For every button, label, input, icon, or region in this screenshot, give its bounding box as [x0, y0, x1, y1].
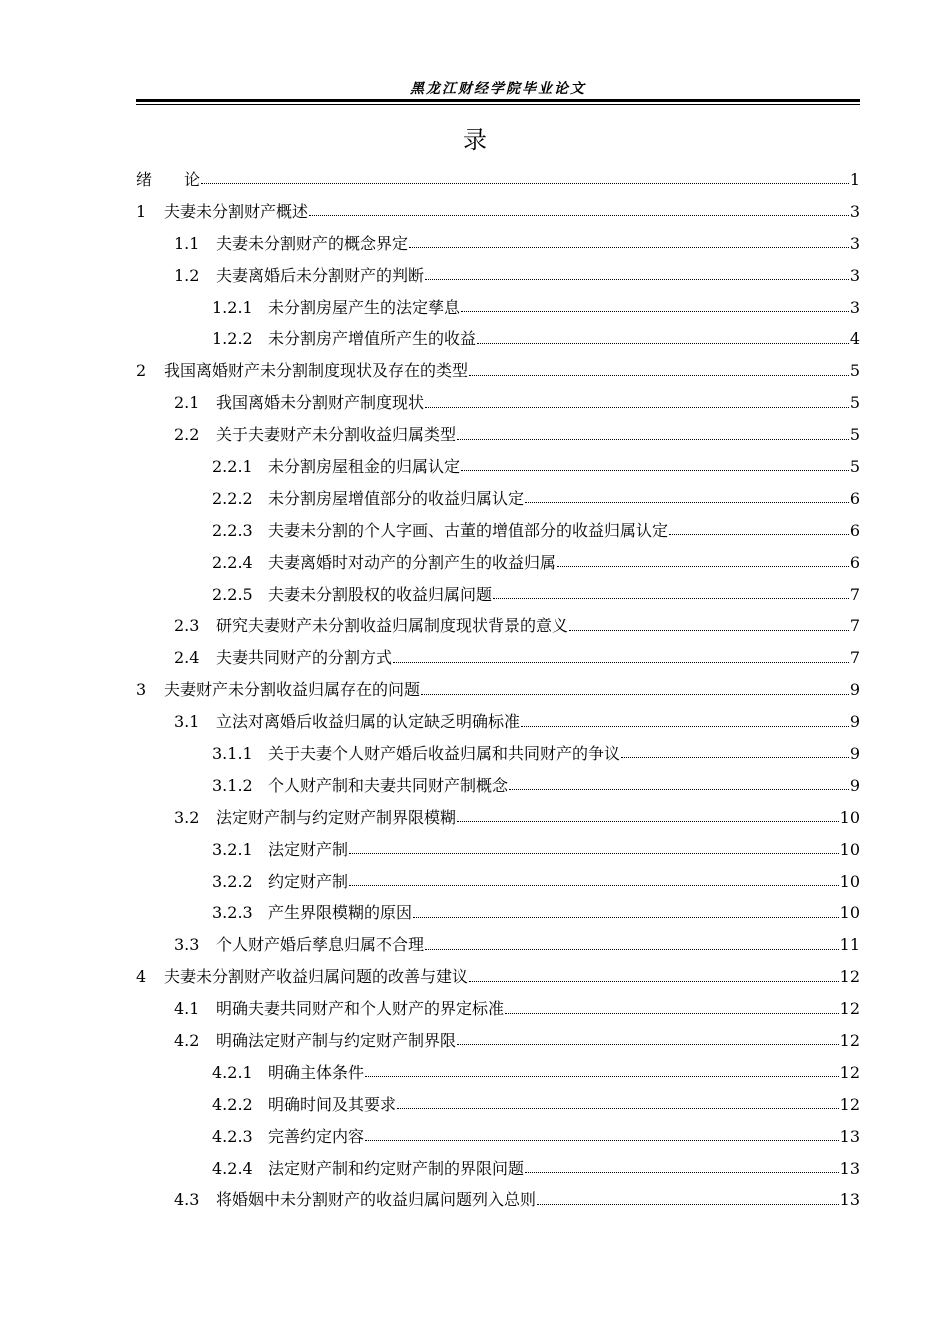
toc-entry-number: 3.1.1 — [212, 743, 253, 763]
toc-entry-number: 1.1 — [174, 233, 200, 253]
toc-entry[interactable] — [136, 674, 860, 706]
toc-entry-number: 3.2.3 — [212, 903, 253, 923]
toc-entry-number: 1.2.2 — [212, 329, 253, 349]
header-title: 黑龙江财经学院毕业论文 — [410, 81, 586, 97]
toc-entry[interactable] — [136, 196, 860, 228]
toc-dot-leader — [421, 694, 849, 695]
toc-entry[interactable] — [136, 929, 860, 961]
toc-entry[interactable] — [136, 228, 860, 260]
toc-dot-leader — [525, 502, 849, 503]
toc-entry-number: 2.2.3 — [212, 520, 253, 540]
toc-entry-number: 2.2 — [174, 425, 200, 445]
toc-entry-page: 11 — [839, 935, 860, 955]
toc-entry-title: 约定财产制 — [268, 871, 349, 891]
toc-entry[interactable] — [136, 1089, 860, 1121]
toc-entry-number: 2.2.5 — [212, 584, 253, 604]
toc-entry-number: 3.2.2 — [212, 871, 253, 891]
toc-dot-leader — [397, 1108, 839, 1109]
toc-entry-page: 12 — [839, 1094, 860, 1114]
toc-entry-page: 10 — [839, 903, 860, 923]
toc-entry-page: 5 — [849, 393, 860, 413]
toc-dot-leader — [509, 789, 849, 790]
toc-dot-leader — [621, 757, 849, 758]
toc-entry-number: 4.1 — [174, 999, 200, 1019]
toc-entry-page: 3 — [849, 201, 860, 221]
header-rule-thick — [136, 99, 860, 102]
toc-entry-page: 9 — [849, 743, 860, 763]
toc-dot-leader — [461, 311, 849, 312]
toc-dot-leader — [469, 981, 839, 982]
toc-dot-leader — [349, 853, 839, 854]
toc-dot-leader — [569, 630, 849, 631]
toc-entry[interactable] — [136, 866, 860, 898]
toc-entry-number: 4.2.4 — [212, 1158, 253, 1178]
toc-entry[interactable] — [136, 610, 860, 642]
toc-entry-number: 3.2.1 — [212, 839, 253, 859]
toc-entry-title: 夫妻未分割财产的概念界定 — [216, 233, 409, 253]
toc-entry-title: 研究夫妻财产未分割收益归属制度现状背景的意义 — [216, 616, 569, 636]
toc-entry-title: 法定财产制与约定财产制界限模糊 — [216, 807, 457, 827]
toc-entry-page: 9 — [849, 712, 860, 732]
toc-entry-number: 2.2.4 — [212, 552, 253, 572]
toc-entry[interactable] — [136, 802, 860, 834]
toc-dot-leader — [413, 917, 839, 918]
toc-entry[interactable] — [136, 451, 860, 483]
toc-entry-title: 夫妻财产未分割收益归属存在的问题 — [164, 680, 421, 700]
toc-entry-title: 立法对离婚后收益归属的认定缺乏明确标准 — [216, 712, 521, 732]
toc-entry-page: 7 — [849, 648, 860, 668]
toc-entry[interactable] — [136, 579, 860, 611]
toc-entry[interactable] — [136, 961, 860, 993]
toc-dot-leader — [505, 1013, 839, 1014]
toc-dot-leader — [477, 343, 849, 344]
toc-dot-leader — [309, 215, 849, 216]
toc-entry[interactable] — [136, 1057, 860, 1089]
toc-entry-number: 4.2.2 — [212, 1094, 253, 1114]
toc-dot-leader — [461, 470, 849, 471]
toc-entry-page: 12 — [839, 999, 860, 1019]
toc-dot-leader — [469, 375, 849, 376]
toc-entry[interactable] — [136, 164, 860, 196]
toc-entry[interactable] — [136, 993, 860, 1025]
toc-entry-page: 9 — [849, 775, 860, 795]
toc-title: 录 — [463, 126, 487, 154]
toc-dot-leader — [537, 1204, 839, 1205]
toc-entry-title: 夫妻离婚时对动产的分割产生的收益归属 — [268, 552, 557, 572]
toc-entry[interactable] — [136, 1025, 860, 1057]
toc-entry-title: 夫妻离婚后未分割财产的判断 — [216, 265, 425, 285]
toc-entry-page: 1 — [849, 169, 860, 189]
header-rule-thin — [136, 104, 860, 105]
toc-entry-page: 13 — [839, 1190, 860, 1210]
toc-entry-page: 5 — [849, 425, 860, 445]
toc-entry-page: 10 — [839, 871, 860, 891]
toc-entry-number: 3.1.2 — [212, 775, 253, 795]
toc-entry-title: 夫妻未分割的个人字画、古董的增值部分的收益归属认定 — [268, 520, 669, 540]
toc-dot-leader — [425, 279, 849, 280]
toc-entry-title: 关于夫妻个人财产婚后收益归属和共同财产的争议 — [268, 743, 621, 763]
toc-entry-title: 未分割房屋增值部分的收益归属认定 — [268, 488, 525, 508]
toc-entry-title: 未分割房屋租金的归属认定 — [268, 456, 461, 476]
toc-entry-title: 产生界限模糊的原因 — [268, 903, 413, 923]
toc-entry-title: 个人财产制和夫妻共同财产制概念 — [268, 775, 509, 795]
toc-entry-page: 3 — [849, 297, 860, 317]
toc-dot-leader — [521, 726, 849, 727]
toc-entry-number: 4.2.1 — [212, 1062, 253, 1082]
toc-dot-leader — [557, 566, 849, 567]
toc-entry-page: 5 — [849, 361, 860, 381]
toc-entry-page: 5 — [849, 456, 860, 476]
toc-entry-title: 将婚姻中未分割财产的收益归属问题列入总则 — [216, 1190, 537, 1210]
toc-dot-leader — [201, 183, 849, 184]
toc-entry-page: 13 — [839, 1126, 860, 1146]
toc-entry-page: 12 — [839, 1030, 860, 1050]
toc-entry-title: 夫妻未分割财产收益归属问题的改善与建议 — [164, 967, 469, 987]
toc-entry-number: 2.2.2 — [212, 488, 253, 508]
toc-entry-number: 3.3 — [174, 935, 200, 955]
toc-entry[interactable] — [136, 1121, 860, 1153]
toc-entry-page: 6 — [849, 520, 860, 540]
toc-dot-leader — [409, 247, 849, 248]
toc-entry-number: 3 — [136, 680, 147, 700]
toc-dot-leader — [425, 949, 839, 950]
toc-entry-page: 7 — [849, 584, 860, 604]
toc-entry-number: 3.1 — [174, 712, 200, 732]
toc-entry-number: 1.2.1 — [212, 297, 253, 317]
toc-dot-leader — [457, 1044, 839, 1045]
table-of-contents — [136, 164, 860, 1216]
toc-entry[interactable] — [136, 355, 860, 387]
toc-entry-title: 我国离婚财产未分割制度现状及存在的类型 — [164, 361, 469, 381]
toc-entry[interactable] — [136, 483, 860, 515]
toc-entry-number: 4.2.3 — [212, 1126, 253, 1146]
toc-entry-number: 4 — [136, 967, 147, 987]
page-header — [136, 78, 860, 106]
toc-entry-page: 6 — [849, 552, 860, 572]
toc-entry-number: 1 — [136, 201, 147, 221]
toc-entry-page: 9 — [849, 680, 860, 700]
toc-entry-title: 未分割房产增值所产生的收益 — [268, 329, 477, 349]
toc-entry[interactable] — [136, 323, 860, 355]
toc-entry[interactable] — [136, 260, 860, 292]
toc-dot-leader — [349, 885, 839, 886]
toc-entry-number: 1.2 — [174, 265, 200, 285]
toc-entry-page: 12 — [839, 1062, 860, 1082]
toc-entry[interactable] — [136, 547, 860, 579]
toc-entry[interactable] — [136, 515, 860, 547]
toc-entry-title: 夫妻共同财产的分割方式 — [216, 648, 393, 668]
toc-dot-leader — [493, 598, 849, 599]
toc-entry-number: 4.3 — [174, 1190, 200, 1210]
toc-entry-title: 完善约定内容 — [268, 1126, 365, 1146]
toc-entry[interactable] — [136, 738, 860, 770]
toc-entry-number: 4.2 — [174, 1030, 200, 1050]
toc-entry-title: 个人财产婚后孳息归属不合理 — [216, 935, 425, 955]
toc-dot-leader — [525, 1172, 839, 1173]
toc-entry-page: 10 — [839, 839, 860, 859]
toc-entry-title: 法定财产制和约定财产制的界限问题 — [268, 1158, 525, 1178]
toc-entry-number: 2.3 — [174, 616, 200, 636]
toc-dot-leader — [457, 439, 849, 440]
toc-entry-title: 我国离婚未分割财产制度现状 — [216, 393, 425, 413]
toc-entry-page: 6 — [849, 488, 860, 508]
toc-entry[interactable] — [136, 419, 860, 451]
toc-entry-number: 3.2 — [174, 807, 200, 827]
toc-dot-leader — [669, 534, 849, 535]
toc-entry-title: 法定财产制 — [268, 839, 349, 859]
toc-dot-leader — [365, 1140, 839, 1141]
toc-entry-title: 绪 论 — [136, 169, 201, 189]
toc-entry[interactable] — [136, 642, 860, 674]
toc-dot-leader — [365, 1076, 839, 1077]
toc-dot-leader — [425, 407, 849, 408]
toc-entry-title: 夫妻未分割财产概述 — [164, 201, 309, 221]
toc-entry-title: 关于夫妻财产未分割收益归属类型 — [216, 425, 457, 445]
toc-entry-page: 3 — [849, 233, 860, 253]
toc-entry[interactable] — [136, 292, 860, 324]
toc-entry-number: 2.1 — [174, 393, 200, 413]
toc-entry-number: 2 — [136, 361, 147, 381]
toc-dot-leader — [393, 662, 849, 663]
toc-entry-page: 12 — [839, 967, 860, 987]
toc-entry-page: 13 — [839, 1158, 860, 1178]
toc-entry-title: 明确夫妻共同财产和个人财产的界定标准 — [216, 999, 505, 1019]
toc-entry[interactable] — [136, 387, 860, 419]
toc-entry-page: 10 — [839, 807, 860, 827]
toc-entry-page: 7 — [849, 616, 860, 636]
toc-entry-title: 明确法定财产制与约定财产制界限 — [216, 1030, 457, 1050]
toc-entry[interactable] — [136, 834, 860, 866]
toc-entry[interactable] — [136, 1185, 860, 1217]
toc-dot-leader — [457, 821, 839, 822]
toc-entry-title: 夫妻未分割股权的收益归属问题 — [268, 584, 493, 604]
toc-entry[interactable] — [136, 1153, 860, 1185]
toc-entry[interactable] — [136, 897, 860, 929]
toc-entry-number: 2.4 — [174, 648, 200, 668]
toc-entry[interactable] — [136, 770, 860, 802]
toc-entry-title: 未分割房屋产生的法定孳息 — [268, 297, 461, 317]
toc-entry-title: 明确时间及其要求 — [268, 1094, 397, 1114]
toc-entry[interactable] — [136, 706, 860, 738]
toc-entry-title: 明确主体条件 — [268, 1062, 365, 1082]
toc-entry-page: 4 — [849, 329, 860, 349]
toc-entry-page: 3 — [849, 265, 860, 285]
toc-entry-number: 2.2.1 — [212, 456, 253, 476]
